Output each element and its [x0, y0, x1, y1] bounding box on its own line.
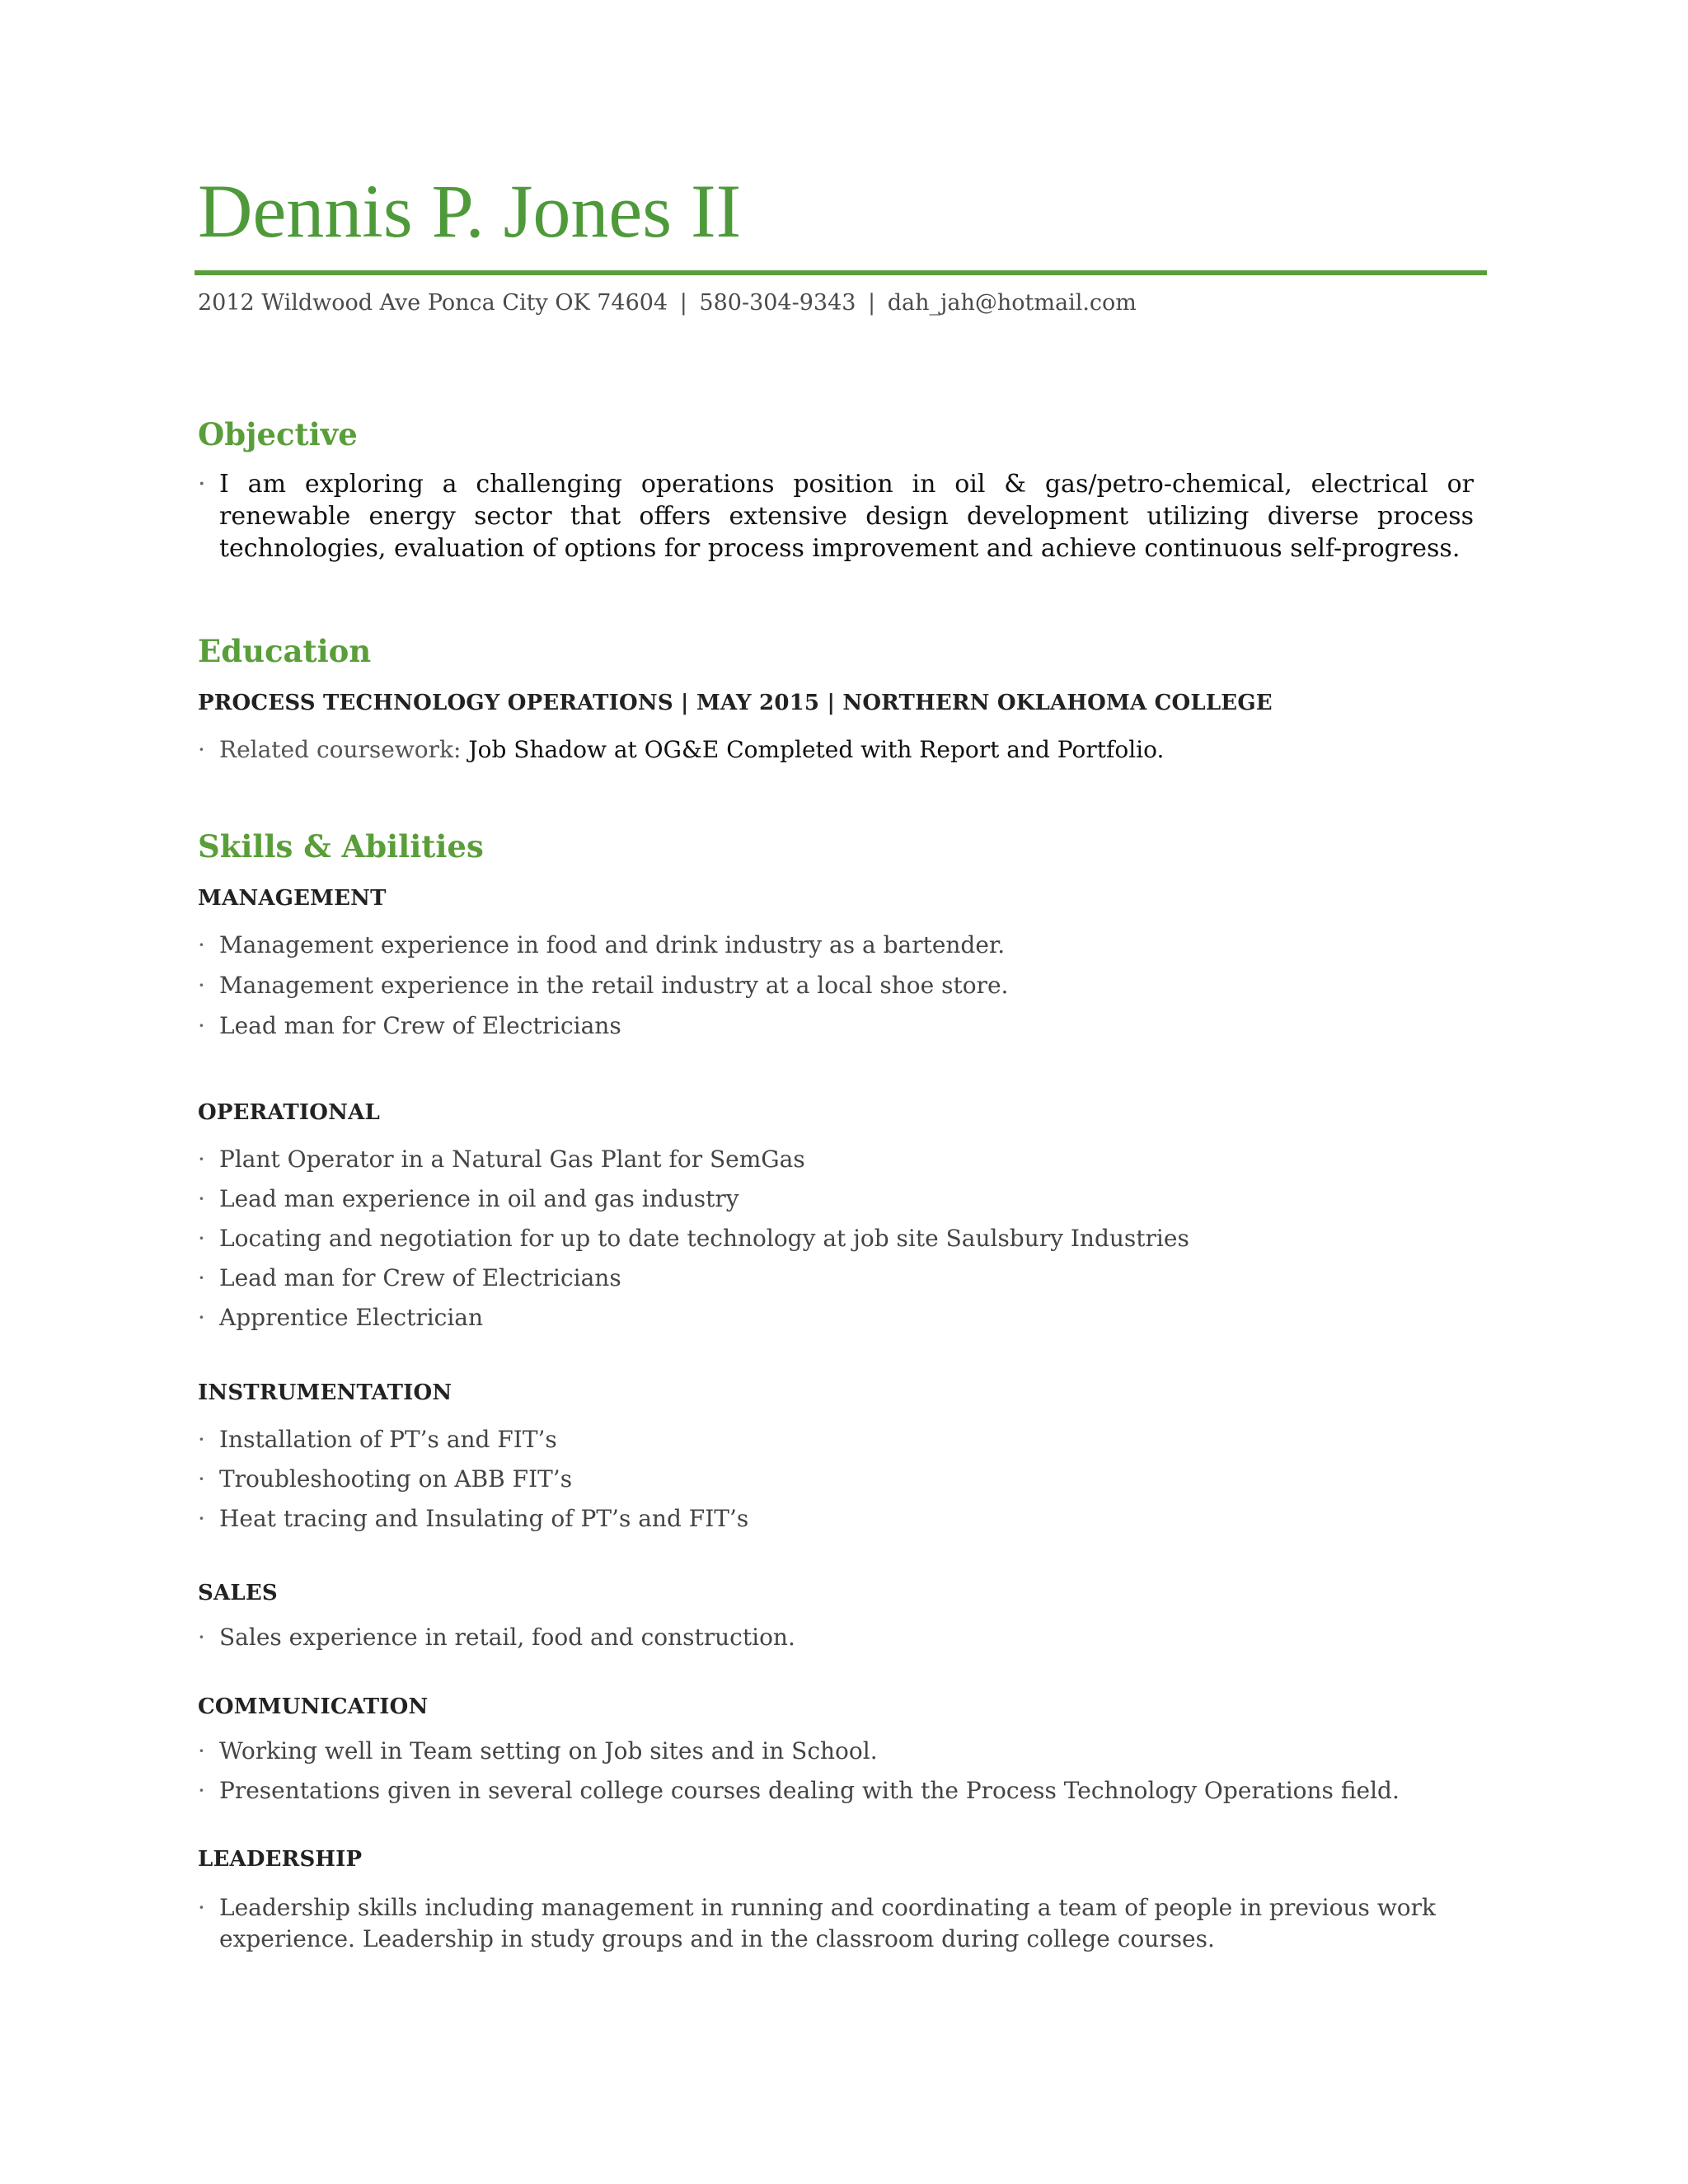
- management-heading: MANAGEMENT: [198, 886, 387, 911]
- operational-heading: OPERATIONAL: [198, 1100, 380, 1125]
- education-degree-line: PROCESS TECHNOLOGY OPERATIONS | MAY 2015 | NORTHERN OKLAHOMA COLLEGE: [198, 691, 1273, 715]
- education-list: [198, 736, 1492, 763]
- skills-heading: Skills & Abilities: [198, 828, 484, 865]
- instrumentation-heading: INSTRUMENTATION: [198, 1380, 452, 1405]
- list-item: · Lead man for Crew of Electricians: [198, 1264, 1492, 1304]
- applicant-name: Dennis P. Jones II: [198, 169, 742, 253]
- coursework-label: Related coursework:: [219, 736, 462, 763]
- communication-heading: COMMUNICATION: [198, 1694, 429, 1719]
- list-item: · Plant Operator in a Natural Gas Plant for SemGas: [198, 1146, 1492, 1185]
- list-item: · Presentations given in several college courses dealing with the Process Technology Operations field.: [198, 1777, 1492, 1816]
- management-list: [198, 931, 1492, 1052]
- sales-heading: SALES: [198, 1581, 278, 1605]
- objective-heading: Objective: [198, 416, 358, 452]
- leadership-heading: LEADERSHIP: [198, 1847, 363, 1872]
- list-item: · Apprentice Electrician: [198, 1304, 1492, 1343]
- list-item: · Sales experience in retail, food and construction.: [198, 1624, 1492, 1663]
- leadership-list: [198, 1892, 1451, 1955]
- coursework-value: Job Shadow at OG&E Completed with Report and Portfolio.: [468, 736, 1165, 763]
- list-item: · Heat tracing and Insulating of PT’s and FIT’s: [198, 1505, 1492, 1544]
- contact-separator: |: [868, 290, 876, 316]
- list-item: · Management experience in the retail industry at a local shoe store.: [198, 972, 1492, 1012]
- list-item: · Management experience in food and drink industry as a bartender.: [198, 931, 1492, 972]
- instrumentation-list: [198, 1426, 1492, 1544]
- list-item: · Working well in Team setting on Job sites and in School.: [198, 1737, 1492, 1777]
- list-item: [198, 736, 1492, 763]
- contact-address: 2012 Wildwood Ave Ponca City OK 74604: [198, 290, 668, 316]
- objective-text: · I am exploring a challenging operations position in oil & gas/petro-chemical, electrical or renewable energy sector that offers extensive design development utilizing diverse process technologies, evaluation of options for process improvement and achieve continuous self-progress.: [198, 468, 1474, 565]
- list-item: · Installation of PT’s and FIT’s: [198, 1426, 1492, 1465]
- contact-email: dah_jah@hotmail.com: [887, 290, 1137, 316]
- communication-list: [198, 1737, 1492, 1816]
- list-item: · Troubleshooting on ABB FIT’s: [198, 1465, 1492, 1505]
- contact-line: [198, 290, 1137, 316]
- list-item: · Lead man for Crew of Electricians: [198, 1012, 1492, 1052]
- contact-separator: |: [679, 290, 687, 316]
- contact-phone: 580-304-9343: [699, 290, 856, 316]
- education-heading: Education: [198, 633, 372, 669]
- list-item: · Locating and negotiation for up to date technology at job site Saulsbury Industries: [198, 1225, 1492, 1264]
- objective-list: [198, 468, 1474, 565]
- list-item: · Lead man experience in oil and gas industry: [198, 1185, 1492, 1225]
- header-divider: [195, 270, 1487, 275]
- operational-list: [198, 1146, 1492, 1343]
- list-item: · Leadership skills including management in running and coordinating a team of people in previous work experience. Leadership in study groups and in the classroom during college courses.: [198, 1892, 1451, 1955]
- sales-list: [198, 1624, 1492, 1663]
